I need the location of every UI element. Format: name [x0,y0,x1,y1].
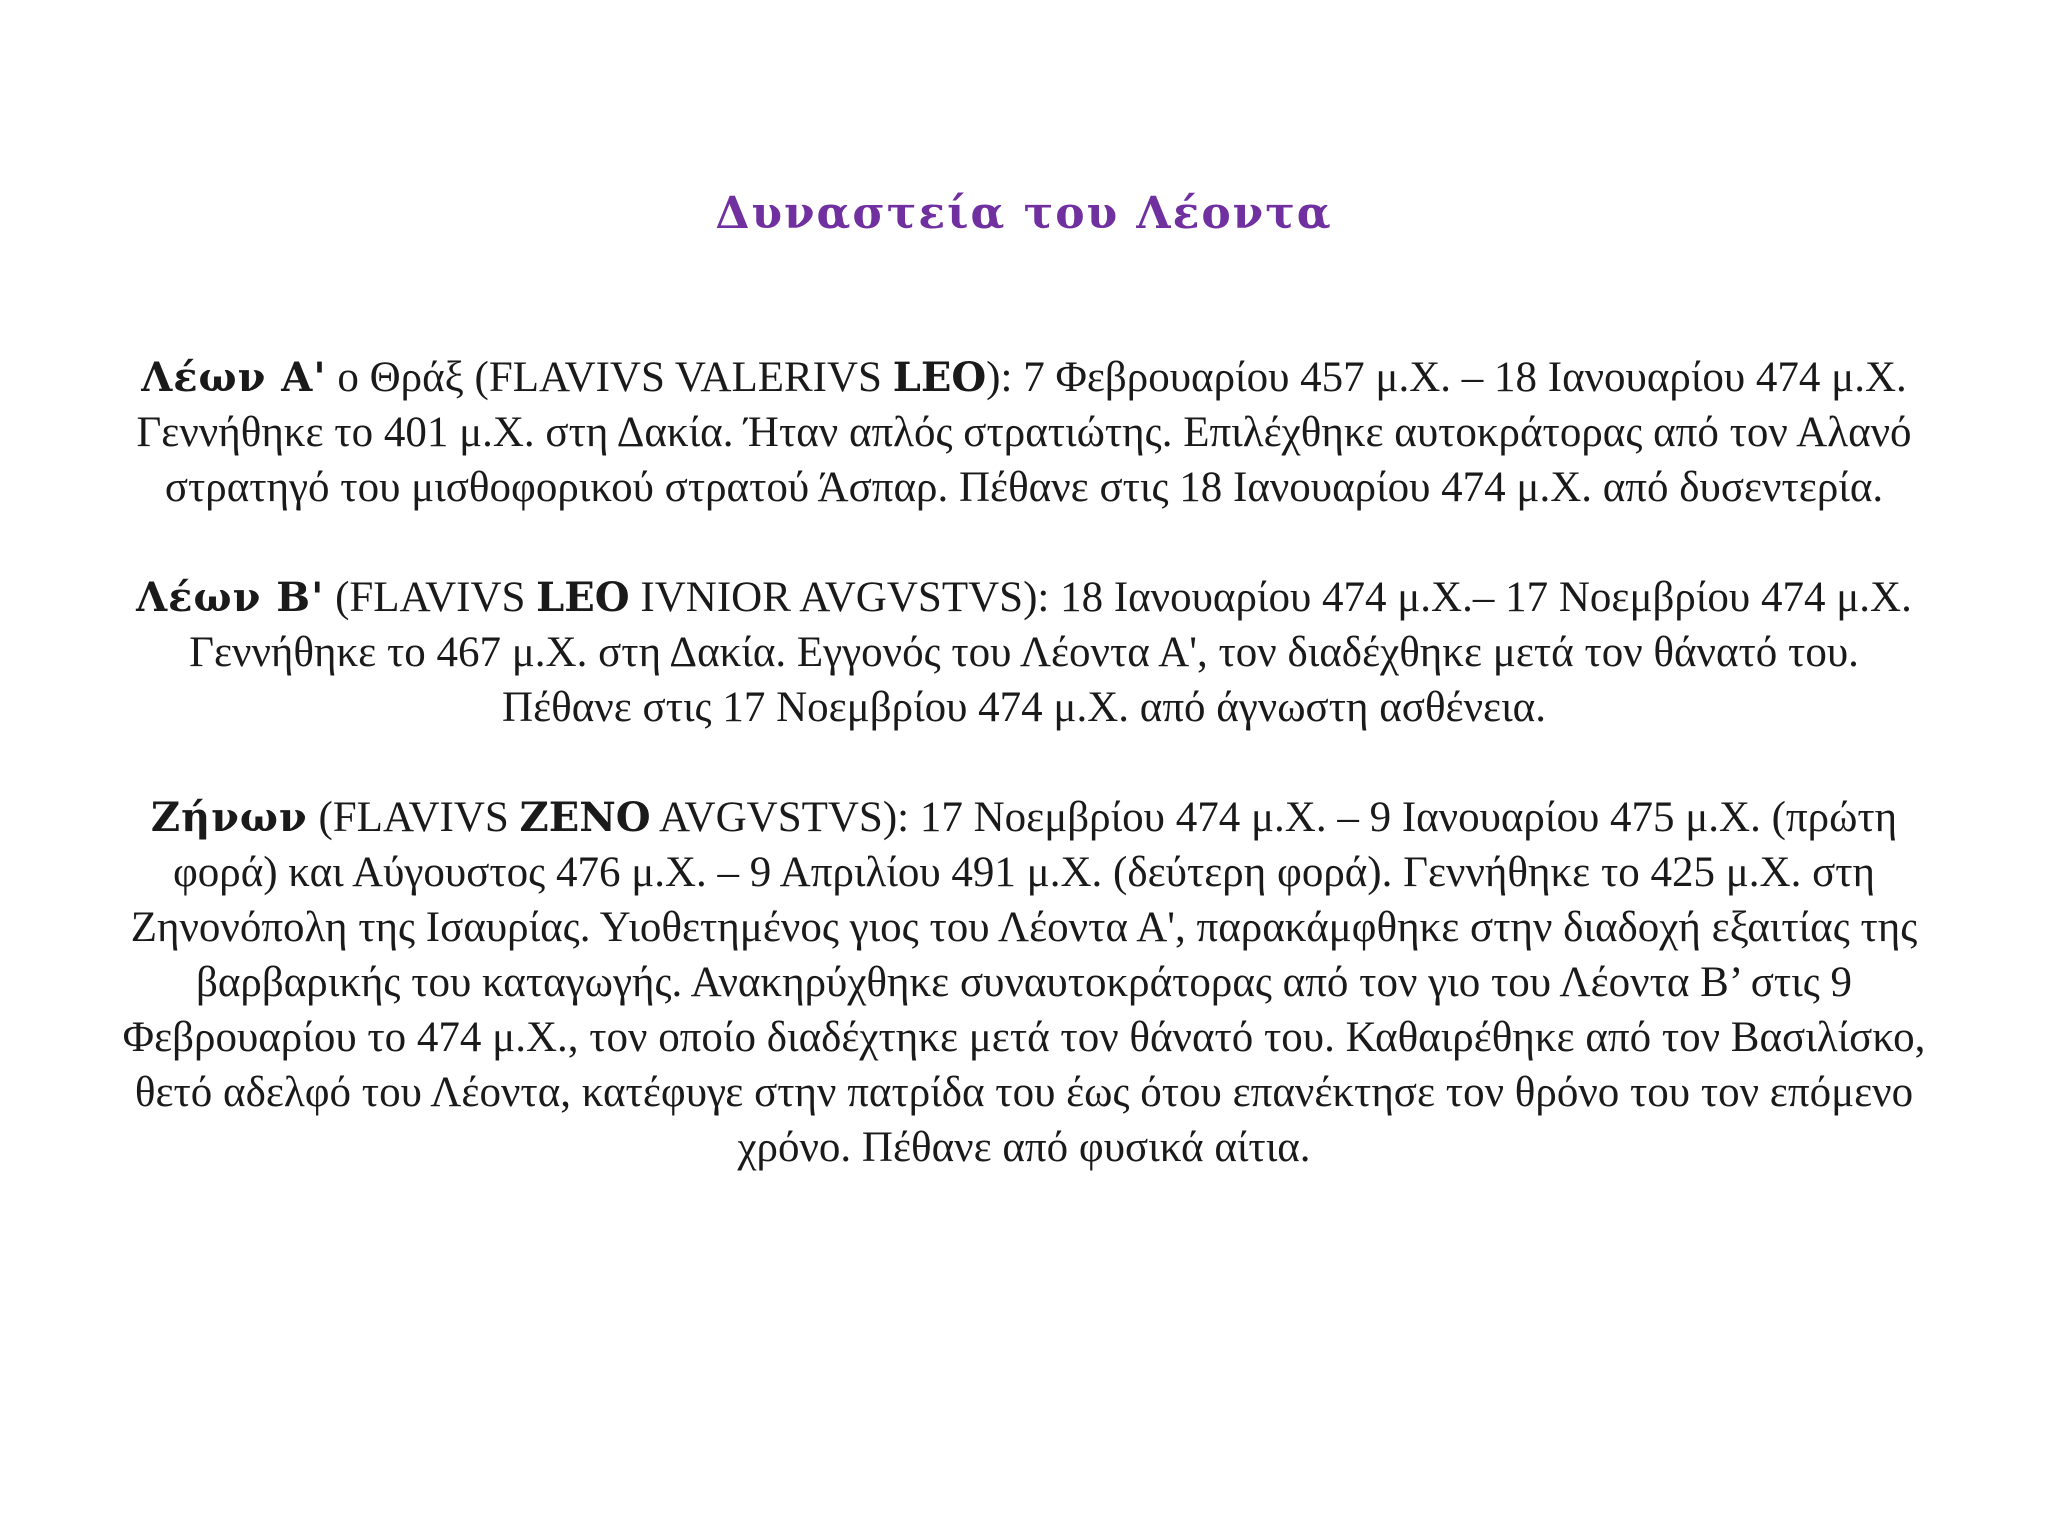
emperor-description: ): 7 Φεβρουαρίου 457 μ.Χ. – 18 Ιανουαρίου 474 μ.Χ. Γεννήθηκε το 401 μ.Χ. στη Δακία. Ήταν απλός στρατιώτης. Επιλέχθηκε αυτοκράτορας από τον Αλανό στρατηγό του μισθοφορικού στρατού Άσπαρ. Πέθανε στις 18 Ιανουαρίου 474 μ.Χ. από δυσεντερία. [136,354,1912,511]
emperor-latin-bold: LEO [536,574,630,621]
emperor-description: IVNIOR AVGVSTVS): 18 Ιανουαρίου 474 μ.Χ.– 17 Νοεμβρίου 474 μ.Χ. Γεννήθηκε το 467 μ.Χ. στη Δακία. Εγγονός του Λέοντα Α', τον διαδέχθηκε μετά τον θάνατό του. Πέθανε στις 17 Νοεμβρίου 474 μ.Χ. από άγνωστη ασθένεια. [189,574,1912,731]
emperor-entry-zeno [120,790,1928,1175]
emperor-name: Ζήνων [150,794,308,841]
emperor-entry-leo-i [120,350,1928,515]
emperor-name: Λέων Β' [136,574,325,621]
page-title: Δυναστεία του Λέοντα [715,188,1333,239]
emperor-entry-leo-ii [120,570,1928,735]
emperor-latin-prefix: (FLAVIVS [324,574,537,621]
emperor-latin-bold: LEO [892,354,987,401]
emperor-name: Λέων Α' [141,354,327,401]
emperor-latin-prefix: ο Θράξ (FLAVIVS VALERIVS [326,354,893,401]
emperor-latin-prefix: (FLAVIVS [307,794,520,841]
emperor-latin-bold: ZENO [519,794,651,841]
emperor-list [120,350,1928,1230]
emperor-description: AVGVSTVS): 17 Νοεμβρίου 474 μ.Χ. – 9 Ιανουαρίου 475 μ.Χ. (πρώτη φορά) και Αύγουστος 476 μ.Χ. – 9 Απριλίου 491 μ.Χ. (δεύτερη φορά). Γεννήθηκε το 425 μ.Χ. στη Ζηνονόπολη της Ισαυρίας. Υιοθετημένος γιος του Λέοντα Α', παρακάμφθηκε στην διαδοχή εξαιτίας της βαρβαρικής του καταγωγής. Ανακηρύχθηκε συναυτοκράτορας από τον γιο του Λέοντα Β’ στις 9 Φεβρουαρίου το 474 μ.Χ., τον οποίο διαδέχτηκε μετά τον θάνατό του. Καθαιρέθηκε από τον Βασιλίσκο, θετό αδελφό του Λέοντα, κατέφυγε στην πατρίδα του έως ότου επανέκτησε τον θρόνο του τον επόμενο χρόνο. Πέθανε από φυσικά αίτια. [122,794,1926,1171]
